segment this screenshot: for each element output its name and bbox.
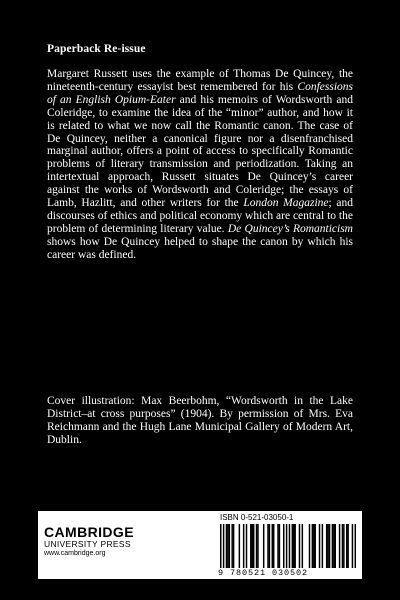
barcode-bar	[233, 524, 234, 568]
blurb-italic-title: De Quincey’s Romanticism	[227, 222, 353, 235]
barcode-bar	[322, 524, 323, 568]
barcode-bar	[342, 524, 343, 568]
barcode	[220, 524, 356, 573]
barcode-bar	[277, 524, 278, 568]
barcode-bar	[292, 524, 293, 568]
barcode-bar	[227, 524, 228, 568]
reissue-label: Paperback Re-issue	[47, 43, 146, 55]
barcode-graphic	[220, 524, 356, 568]
barcode-bar	[289, 524, 290, 568]
publisher-url: www.cambridge.org	[44, 550, 106, 557]
barcode-bar	[250, 524, 251, 568]
barcode-bar	[256, 524, 257, 568]
blurb-text-run: and his memoirs of Wordsworth and Coleridge, to examine the idea of the “minor” author, and how it is related to what we now call the Romantic canon. The case of De Quincey, neither a canonical figure nor a disenfranchised marginal author, offers a point of access to specifically Romantic problems of literary transmission and periodization. Taking an intertextual approach, Russett situates De Quincey’s career against the works of Wordsworth and Coleridge; the essays of Lamb, Hazlitt, and other writers for the	[47, 93, 353, 210]
barcode-bar	[314, 524, 315, 568]
barcode-bar	[339, 524, 340, 568]
barcode-bar	[299, 524, 300, 568]
barcode-bar	[313, 524, 314, 568]
publisher-logo	[44, 525, 134, 559]
barcode-bar	[267, 524, 268, 568]
barcode-bar	[352, 524, 353, 568]
barcode-bar	[347, 524, 348, 568]
blurb-text-run: ; and discourses of ethics and political economy which are central to the problem of determining literary value.	[47, 197, 353, 235]
barcode-bar	[302, 524, 303, 568]
publisher-subtitle: UNIVERSITY PRESS	[44, 539, 131, 549]
blurb-italic-title: Confessions of an English Opium-Eater	[47, 80, 353, 106]
barcode-bar	[346, 524, 347, 568]
barcode-bar	[312, 524, 313, 568]
barcode-bar	[329, 524, 330, 568]
barcode-bar	[286, 524, 287, 568]
barcode-bar	[327, 524, 328, 568]
barcode-bar	[231, 524, 232, 568]
blurb-text-run: shows how De Quincey helped to shape the canon by which his career was defined.	[47, 235, 353, 261]
barcode-bar	[272, 524, 273, 568]
barcode-bar	[343, 524, 344, 568]
barcode-bar	[257, 524, 258, 568]
barcode-bar	[273, 524, 274, 568]
barcode-bar	[294, 524, 295, 568]
barcode-bar	[223, 524, 224, 568]
barcode-bar	[355, 524, 356, 568]
barcode-bar	[283, 524, 284, 568]
publisher-box	[38, 511, 362, 579]
blurb-paragraph	[47, 68, 353, 262]
blurb-text-run: Margaret Russett uses the example of Thomas De Quincey, the nineteenth-century essayist best remembered for his	[47, 68, 353, 93]
barcode-bar	[220, 524, 221, 568]
barcode-bar	[263, 524, 264, 568]
barcode-bar	[251, 524, 252, 568]
barcode-bar	[229, 524, 230, 568]
barcode-bar	[293, 524, 294, 568]
barcode-bar	[226, 524, 227, 568]
barcode-bar	[326, 524, 327, 568]
blurb-italic-title: London Magazine	[243, 197, 329, 210]
barcode-bar	[243, 524, 244, 568]
barcode-bar	[332, 524, 333, 568]
barcode-bar	[279, 524, 280, 568]
publisher-name: CAMBRIDGE	[44, 524, 134, 540]
barcode-bar	[335, 524, 336, 568]
isbn-label: ISBN 0-521-03050-1	[220, 513, 294, 522]
barcode-bar	[239, 524, 240, 568]
barcode-bar	[333, 524, 334, 568]
cover-credit: Cover illustration: Max Beerbohm, “Wordsworth in the Lake District–at cross purposes” (1904). By permission of Mrs. Eva Reichmann and the Hugh Lane Municipal Gallery of Modern Art, Dublin.	[47, 395, 353, 446]
barcode-bar	[319, 524, 320, 568]
barcode-number: 9 780521 030502	[218, 568, 309, 578]
barcode-bar	[246, 524, 247, 568]
barcode-bar	[253, 524, 254, 568]
barcode-bar	[269, 524, 270, 568]
barcode-bar	[309, 524, 310, 568]
